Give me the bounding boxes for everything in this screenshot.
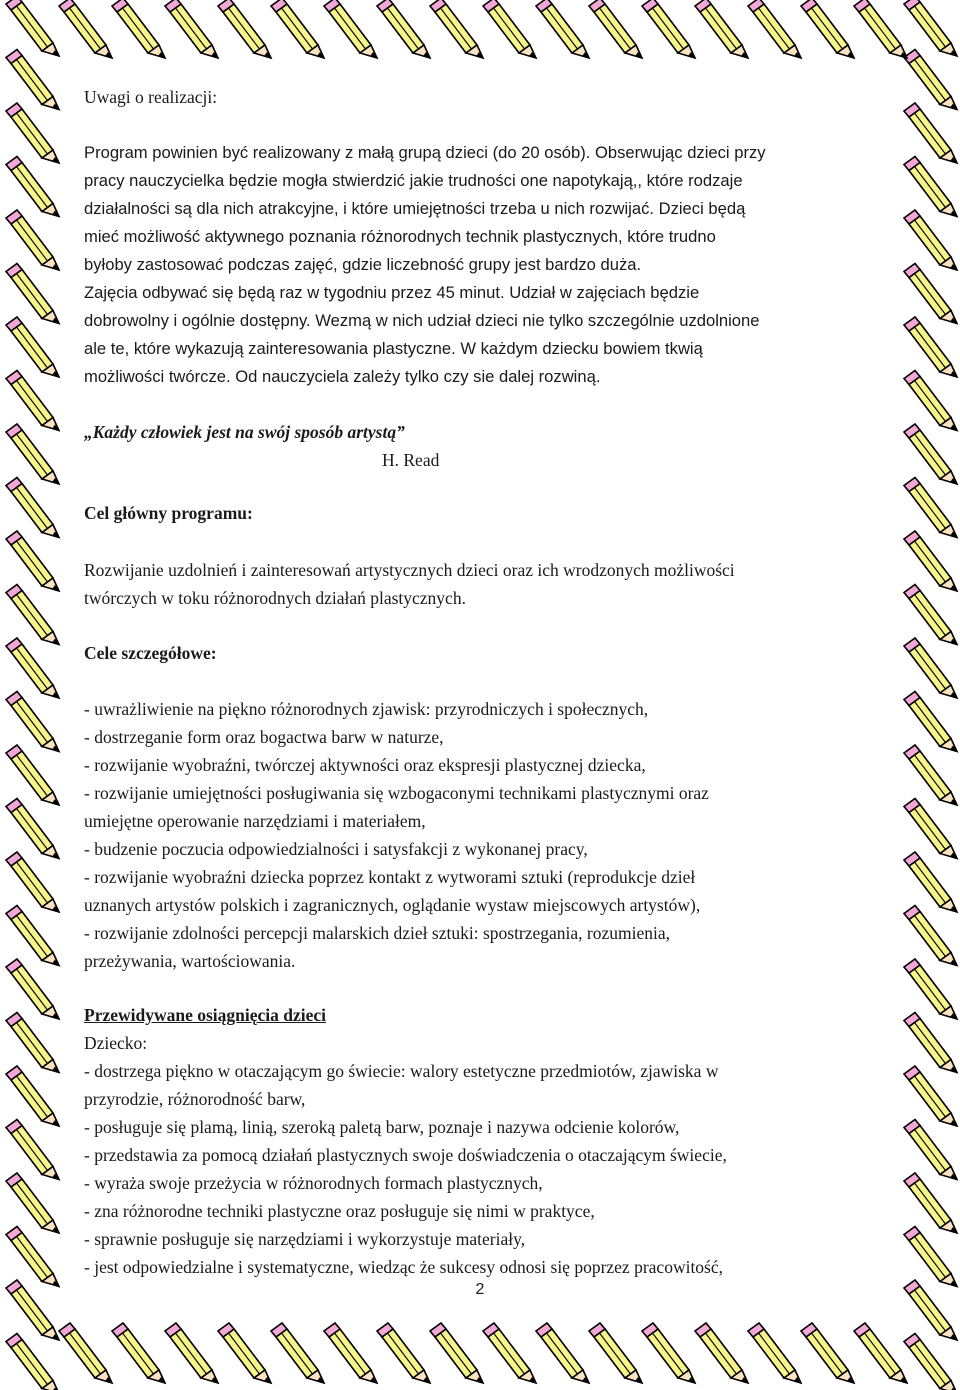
pencil-icon (904, 1120, 957, 1180)
notes-paragraph (84, 139, 876, 391)
pencil-icon (6, 585, 59, 645)
pencil-icon (904, 1013, 957, 1073)
list-item: uznanych artystów polskich i zagranicznych, oglądanie wystaw miejscowych artystów), (84, 895, 701, 915)
main-goal-paragraph (84, 556, 876, 612)
quote-text: „Każdy człowiek jest na swój sposób artystą” (84, 422, 405, 442)
pencil-icon (6, 264, 59, 324)
main-goal-line: twórczych w toku różnorodnych działań plastycznych. (84, 588, 466, 608)
list-item: - przedstawia za pomocą działań plastycznych swoje doświadczenia o otaczającym świecie, (84, 1145, 727, 1165)
pencil-icon (6, 1013, 59, 1073)
pencil-icon (218, 1323, 271, 1383)
pencil-icon (6, 1120, 59, 1180)
pencil-icon (589, 1323, 642, 1383)
pencil-icon (904, 745, 957, 805)
pencil-icon (904, 531, 957, 591)
pencil-icon (218, 0, 271, 58)
list-item: - dostrzeganie form oraz bogactwa barw w naturze, (84, 727, 444, 747)
pencil-icon (6, 157, 59, 217)
right-pencil-column (904, 0, 957, 1390)
top-pencil-row (59, 0, 907, 58)
list-item: przyrodzie, różnorodność barw, (84, 1089, 306, 1109)
pencil-icon (6, 103, 59, 163)
pencil-icon (6, 0, 59, 56)
detailed-goals-heading: Cele szczegółowe: (84, 643, 217, 663)
pencil-icon (6, 638, 59, 698)
list-item: - jest odpowiedzialne i systematyczne, wiedząc że sukcesy odnosi się poprzez pracowitość, (84, 1257, 724, 1277)
achievements-list (84, 1057, 876, 1281)
list-item: - uwrażliwienie na piękno różnorodnych zjawisk: przyrodniczych i społecznych, (84, 699, 649, 719)
pencil-icon (904, 50, 957, 110)
pencil-icon (904, 478, 957, 538)
notes-line: dobrowolny i ogólnie dostępny. Wezmą w nich udział dzieci nie tylko szczególnie uzdolnione (84, 311, 760, 330)
pencil-icon (695, 0, 748, 58)
bottom-pencil-row (59, 1323, 907, 1383)
pencil-icon (6, 424, 59, 484)
pencil-icon (430, 1323, 483, 1383)
notes-line: działalności są dla nich atrakcyjne, i które umiejętności trzeba u nich rozwijać. Dzieci będą (84, 199, 746, 218)
pencil-icon (6, 210, 59, 270)
pencil-icon (589, 0, 642, 58)
quote-author: H. Read (382, 450, 440, 470)
pencil-icon (854, 1323, 907, 1383)
notes-line: byłoby zastosować podczas zajęć, gdzie liczebność grupy jest bardzo duża. (84, 255, 642, 274)
pencil-icon (904, 1066, 957, 1126)
pencil-icon (6, 1227, 59, 1287)
pencil-icon (6, 50, 59, 110)
list-item: - rozwijanie wyobraźni, twórczej aktywności oraz ekspresji plastycznej dziecka, (84, 755, 646, 775)
pencil-icon (6, 371, 59, 431)
pencil-icon (904, 1173, 957, 1233)
list-item: - rozwijanie umiejętności posługiwania się wzbogaconymi technikami plastycznymi oraz (84, 783, 709, 803)
pencil-icon (904, 692, 957, 752)
notes-line: mieć możliwość aktywnego poznania różnorodnych technik plastycznych, które trudno (84, 227, 716, 246)
pencil-icon (904, 585, 957, 645)
pencil-icon (165, 0, 218, 58)
pencil-icon (112, 0, 165, 58)
notes-line: Program powinien być realizowany z małą grupą dzieci (do 20 osób). Obserwując dzieci przy (84, 143, 766, 162)
pencil-icon (904, 1334, 957, 1390)
pencil-icon (854, 0, 907, 58)
pencil-icon (904, 852, 957, 912)
detailed-goals-list (84, 695, 876, 975)
list-item: - sprawnie posługuje się narzędziami i wykorzystuje materiały, (84, 1229, 526, 1249)
pencil-icon (6, 1066, 59, 1126)
pencil-icon (6, 959, 59, 1019)
pencil-icon (6, 906, 59, 966)
list-item: - zna różnorodne techniki plastyczne oraz posługuje się nimi w praktyce, (84, 1201, 595, 1221)
pencil-icon (904, 157, 957, 217)
list-item: - rozwijanie wyobraźni dziecka poprzez kontakt z wytworami sztuki (reprodukcje dzieł (84, 867, 696, 887)
pencil-icon (904, 264, 957, 324)
list-item: - posługuje się plamą, linią, szeroką paletą barw, poznaje i nazywa odcienie kolorów, (84, 1117, 680, 1137)
pencil-icon (6, 478, 59, 538)
pencil-icon (377, 1323, 430, 1383)
notes-line: możliwości twórcze. Od nauczyciela zależy tylko czy sie dalej rozwiną. (84, 367, 601, 386)
pencil-icon (904, 317, 957, 377)
pencil-icon (430, 0, 483, 58)
pencil-icon (483, 0, 536, 58)
list-item: umiejętne operowanie narzędziami i materiałem, (84, 811, 426, 831)
pencil-icon (904, 210, 957, 270)
pencil-icon (642, 1323, 695, 1383)
pencil-icon (483, 1323, 536, 1383)
pencil-icon (377, 0, 430, 58)
pencil-icon (165, 1323, 218, 1383)
pencil-icon (6, 531, 59, 591)
page-number: 2 (475, 1281, 485, 1298)
pencil-icon (6, 692, 59, 752)
pencil-icon (904, 638, 957, 698)
pencil-icon (6, 852, 59, 912)
pencil-icon (801, 0, 854, 58)
pencil-icon (6, 317, 59, 377)
pencil-icon (536, 1323, 589, 1383)
main-goal-heading: Cel główny programu: (84, 503, 253, 523)
pencil-icon (904, 424, 957, 484)
list-item: przeżywania, wartościowania. (84, 951, 296, 971)
pencil-icon (904, 1227, 957, 1287)
pencil-icon (324, 0, 377, 58)
pencil-icon (904, 959, 957, 1019)
pencil-icon (536, 0, 589, 58)
pencil-icon (748, 1323, 801, 1383)
pencil-icon (6, 799, 59, 859)
pencil-icon (642, 0, 695, 58)
notes-line: ale te, które wykazują zainteresowania plastyczne. W każdym dziecku bowiem tkwią (84, 339, 703, 358)
pencil-icon (6, 1334, 59, 1390)
pencil-icon (904, 906, 957, 966)
pencil-icon (904, 371, 957, 431)
pencil-icon (6, 745, 59, 805)
list-item: - wyraża swoje przeżycia w różnorodnych formach plastycznych, (84, 1173, 543, 1193)
left-pencil-column (6, 0, 59, 1390)
pencil-icon (904, 0, 957, 56)
notes-line: Zajęcia odbywać się będą raz w tygodniu przez 45 minut. Udział w zajęciach będzie (84, 283, 700, 302)
pencil-icon (271, 1323, 324, 1383)
pencil-icon (271, 0, 324, 58)
list-item: - rozwijanie zdolności percepcji malarskich dzieł sztuki: spostrzegania, rozumienia, (84, 923, 671, 943)
achievements-subheading: Dziecko: (84, 1033, 148, 1053)
pencil-icon (59, 1323, 112, 1383)
pencil-icon (748, 0, 801, 58)
list-item: - budzenie poczucia odpowiedzialności i satysfakcji z wykonanej pracy, (84, 839, 588, 859)
pencil-icon (801, 1323, 854, 1383)
pencil-icon (695, 1323, 748, 1383)
pencil-icon (904, 799, 957, 859)
achievements-heading: Przewidywane osiągnięcia dzieci (84, 1005, 327, 1025)
pencil-icon (6, 1173, 59, 1233)
pencil-icon (112, 1323, 165, 1383)
pencil-icon (59, 0, 112, 58)
list-item: - dostrzega piękno w otaczającym go świecie: walory estetyczne przedmiotów, zjawiska w (84, 1061, 719, 1081)
notes-heading: Uwagi o realizacji: (84, 87, 218, 107)
pencil-icon (324, 1323, 377, 1383)
notes-line: pracy nauczycielka będzie mogła stwierdzić jakie trudności one napotykają,, które rodzaje (84, 171, 743, 190)
pencil-icon (904, 103, 957, 163)
main-goal-line: Rozwijanie uzdolnień i zainteresowań artystycznych dzieci oraz ich wrodzonych możliwości (84, 560, 735, 580)
